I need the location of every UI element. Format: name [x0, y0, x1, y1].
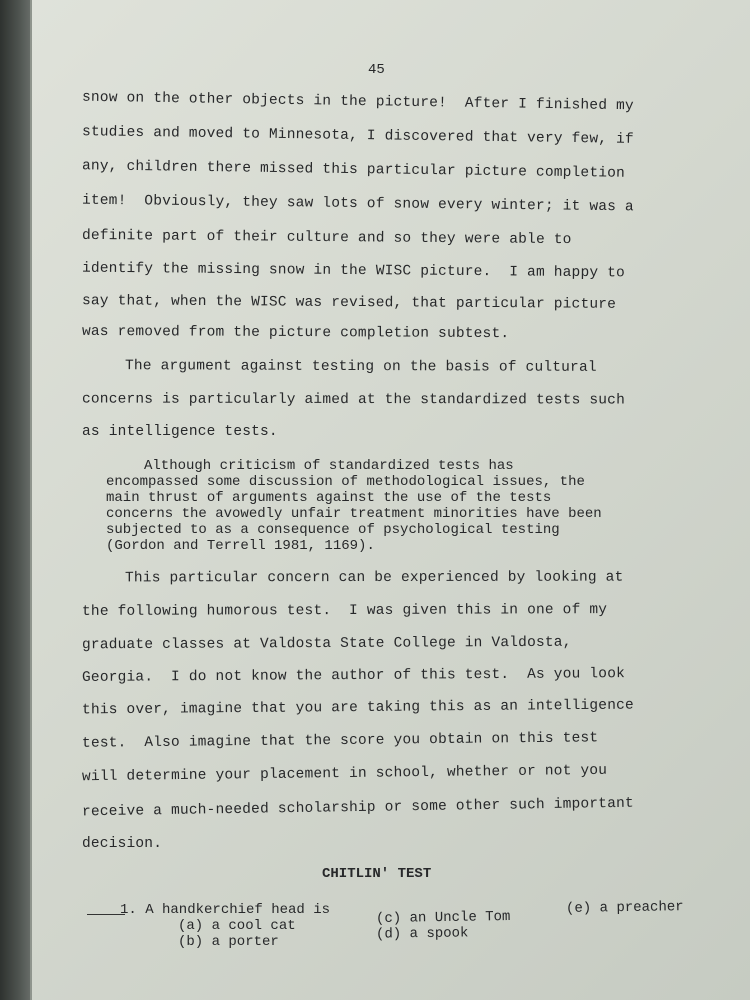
text-line: was removed from the picture completion subtest.	[81, 323, 510, 343]
text-line: snow on the other objects in the picture! After I finished my	[81, 89, 634, 115]
option-c: (c) an Uncle Tom	[375, 909, 511, 927]
question-stem: 1. A handkerchief head is	[120, 902, 331, 918]
quote-line: subjected to as a consequence of psychological testing	[106, 522, 560, 538]
text-line: definite part of their culture and so they were able to	[81, 227, 572, 249]
text-line: identify the missing snow in the WISC picture. I am happy to	[81, 260, 626, 282]
quote-line: main thrust of arguments against the use of the tests	[106, 490, 552, 506]
text-line: any, children there missed this particular picture completion	[81, 158, 626, 182]
quote-line: Although criticism of standardized tests has	[144, 458, 514, 474]
text-line: This particular concern can be experienced by looking at	[124, 569, 624, 587]
quote-line: (Gordon and Terrell 1981, 1169).	[106, 538, 375, 554]
text-line: concerns is particularly aimed at the standardized tests such	[81, 391, 626, 409]
text-line: this over, imagine that you are taking this as an intelligence	[81, 697, 634, 719]
text-line: item! Obviously, they saw lots of snow every winter; it was a	[81, 192, 634, 216]
text-line: as intelligence tests.	[82, 424, 278, 440]
text-line: graduate classes at Valdosta State College in Valdosta,	[81, 634, 572, 654]
text-line: receive a much-needed scholarship or some other such important	[81, 795, 634, 821]
option-d: (d) a spook	[375, 925, 469, 943]
text-line: will determine your placement in school, whether or not you	[81, 762, 608, 786]
test-title: CHITLIN' TEST	[322, 866, 432, 882]
text-line: studies and moved to Minnesota, I discovered that very few, if	[81, 124, 634, 148]
text-line: The argument against testing on the basis of cultural	[124, 358, 597, 376]
document-page	[30, 0, 750, 1000]
quote-line: encompassed some discussion of methodological issues, the	[106, 474, 585, 490]
text-line: the following humorous test. I was given this in one of my	[81, 602, 608, 620]
text-line: test. Also imagine that the score you obtain on this test	[81, 730, 599, 752]
text-line: Georgia. I do not know the author of this test. As you look	[81, 666, 626, 686]
quote-line: concerns the avowedly unfair treatment minorities have been	[106, 506, 602, 522]
text-line: say that, when the WISC was revised, that particular picture	[81, 293, 617, 313]
text-line: decision.	[82, 836, 163, 852]
option-e: (e) a preacher	[565, 899, 684, 917]
option-b: (b) a porter	[178, 934, 279, 950]
page-number: 45	[368, 62, 385, 78]
option-a: (a) a cool cat	[178, 918, 296, 934]
